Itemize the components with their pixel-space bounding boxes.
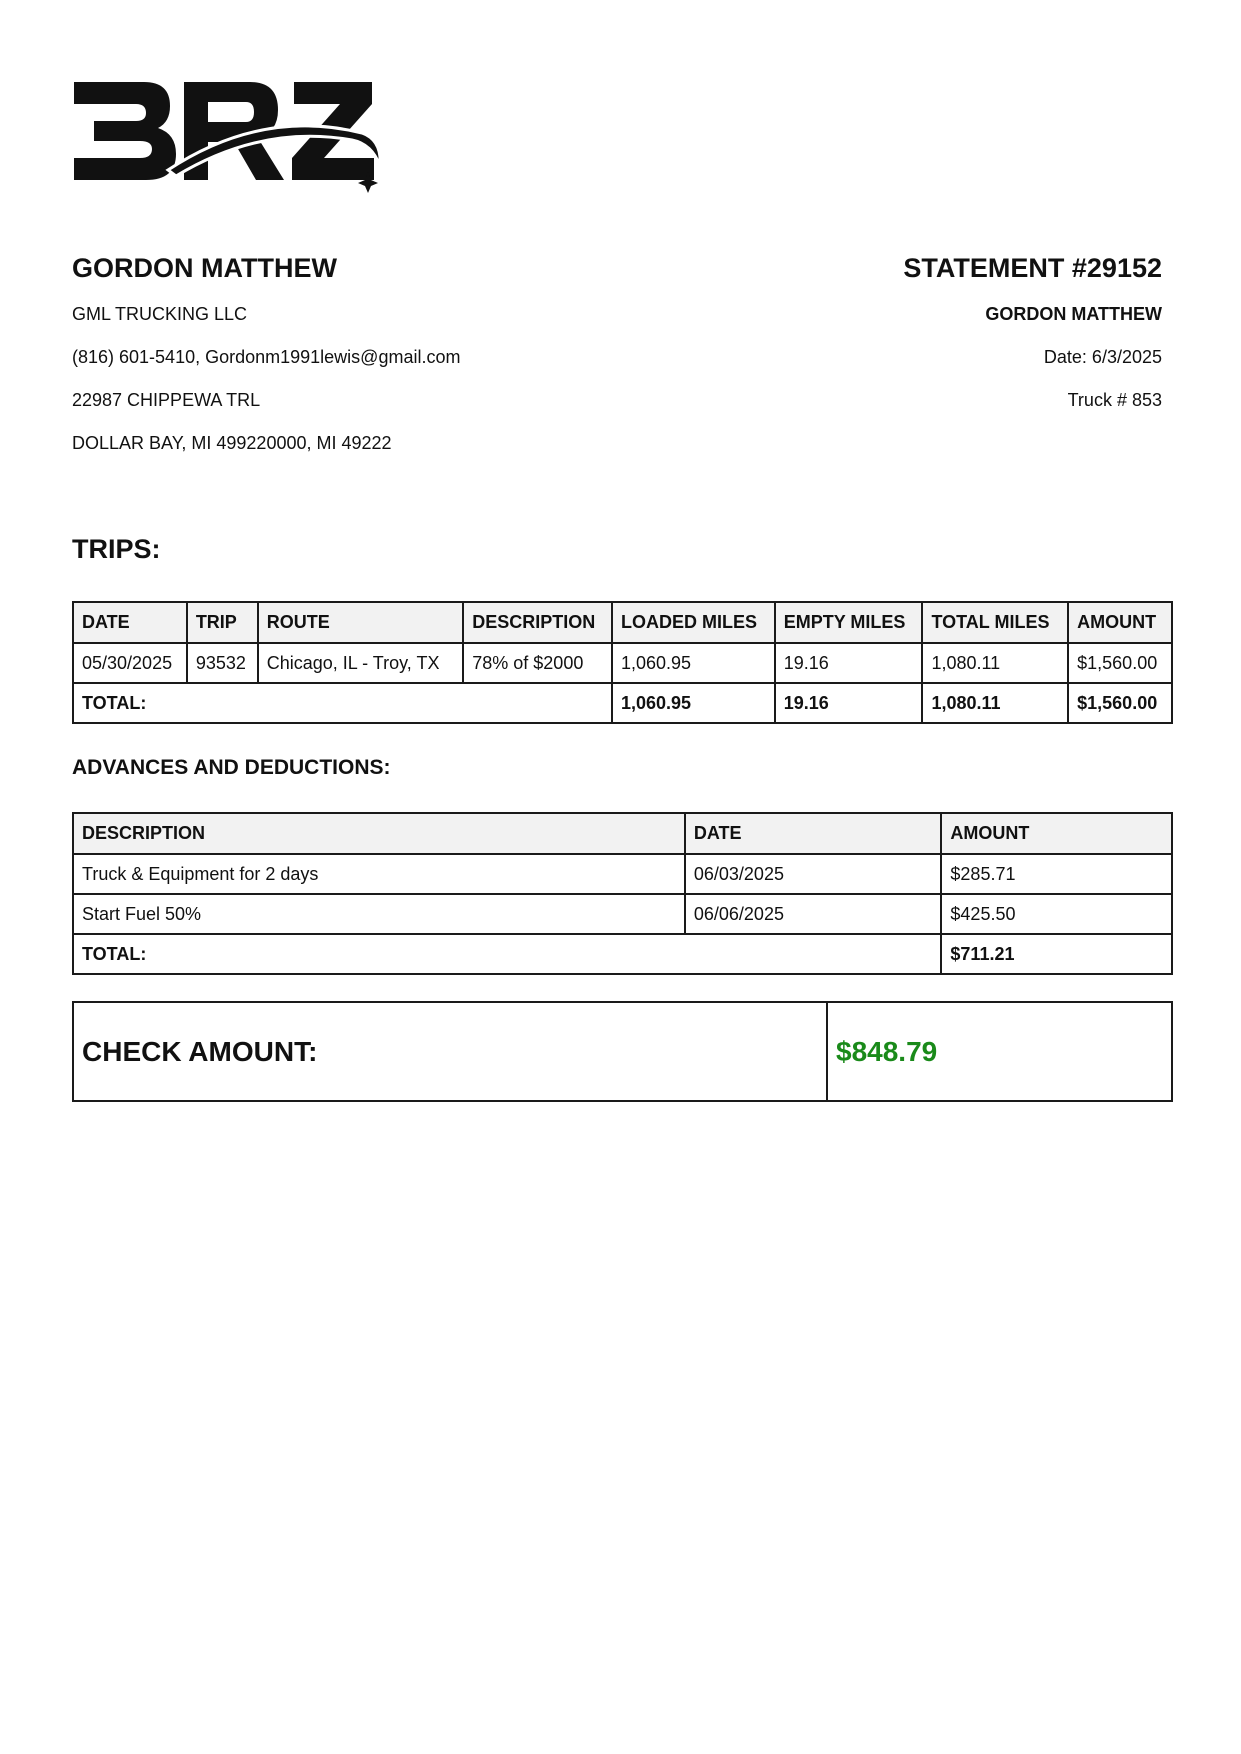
trip-loaded-miles: 1,060.95 bbox=[612, 643, 775, 683]
header-route: ROUTE bbox=[258, 602, 464, 643]
trips-total-miles: 1,080.11 bbox=[922, 683, 1068, 723]
header-trip: TRIP bbox=[187, 602, 258, 643]
brz-logo bbox=[72, 78, 382, 193]
trip-amount: $1,560.00 bbox=[1068, 643, 1172, 683]
trip-number: 93532 bbox=[187, 643, 258, 683]
trips-total-amount: $1,560.00 bbox=[1068, 683, 1172, 723]
driver-info bbox=[72, 252, 460, 453]
table-row bbox=[73, 894, 1172, 934]
deductions-header-row bbox=[73, 813, 1172, 854]
trip-total-miles: 1,080.11 bbox=[922, 643, 1068, 683]
statement-name: GORDON MATTHEW bbox=[985, 304, 1162, 324]
check-amount-value: $848.79 bbox=[836, 1035, 938, 1067]
header-total-miles: TOTAL MILES bbox=[922, 602, 1068, 643]
check-amount-box bbox=[72, 1001, 1173, 1102]
deductions-total-label: TOTAL: bbox=[73, 934, 941, 974]
driver-name: GORDON MATTHEW bbox=[72, 253, 337, 283]
statement-title: STATEMENT #29152 bbox=[903, 253, 1162, 283]
deduction-amount: $285.71 bbox=[941, 854, 1172, 894]
trips-title: TRIPS: bbox=[72, 534, 161, 564]
check-amount-label: CHECK AMOUNT: bbox=[74, 1003, 828, 1100]
driver-address-line2: DOLLAR BAY, MI 499220000, MI 49222 bbox=[72, 433, 392, 453]
trips-total-label: TOTAL: bbox=[73, 683, 612, 723]
deductions-table bbox=[72, 812, 1173, 975]
trip-route: Chicago, IL - Troy, TX bbox=[258, 643, 464, 683]
trips-total-empty: 19.16 bbox=[775, 683, 923, 723]
deductions-title: ADVANCES AND DEDUCTIONS: bbox=[72, 756, 391, 779]
deduction-date: 06/06/2025 bbox=[685, 894, 942, 934]
trips-header-row bbox=[73, 602, 1172, 643]
trip-date: 05/30/2025 bbox=[73, 643, 187, 683]
deduction-description: Truck & Equipment for 2 days bbox=[73, 854, 685, 894]
trips-total-loaded: 1,060.95 bbox=[612, 683, 775, 723]
deduction-amount: $425.50 bbox=[941, 894, 1172, 934]
header-description: DESCRIPTION bbox=[463, 602, 612, 643]
table-row bbox=[73, 643, 1172, 683]
trips-table bbox=[72, 601, 1173, 724]
statement-date: Date: 6/3/2025 bbox=[1043, 347, 1162, 367]
header-date: DATE bbox=[685, 813, 942, 854]
header-amount: AMOUNT bbox=[941, 813, 1172, 854]
trip-empty-miles: 19.16 bbox=[775, 643, 923, 683]
table-row bbox=[73, 854, 1172, 894]
statement-info bbox=[903, 252, 1162, 410]
header-date: DATE bbox=[73, 602, 187, 643]
deductions-total-amount: $711.21 bbox=[941, 934, 1172, 974]
header-amount: AMOUNT bbox=[1068, 602, 1172, 643]
header-empty-miles: EMPTY MILES bbox=[775, 602, 923, 643]
driver-address-line1: 22987 CHIPPEWA TRL bbox=[72, 390, 261, 410]
trips-total-row bbox=[73, 683, 1172, 723]
driver-company: GML TRUCKING LLC bbox=[72, 304, 248, 324]
header-loaded-miles: LOADED MILES bbox=[612, 602, 775, 643]
statement-truck: Truck # 853 bbox=[1067, 390, 1162, 410]
trip-description: 78% of $2000 bbox=[463, 643, 612, 683]
header-description: DESCRIPTION bbox=[73, 813, 685, 854]
deductions-total-row bbox=[73, 934, 1172, 974]
deduction-date: 06/03/2025 bbox=[685, 854, 942, 894]
deduction-description: Start Fuel 50% bbox=[73, 894, 685, 934]
driver-contact: (816) 601-5410, Gordonm1991lewis@gmail.com bbox=[72, 347, 461, 367]
